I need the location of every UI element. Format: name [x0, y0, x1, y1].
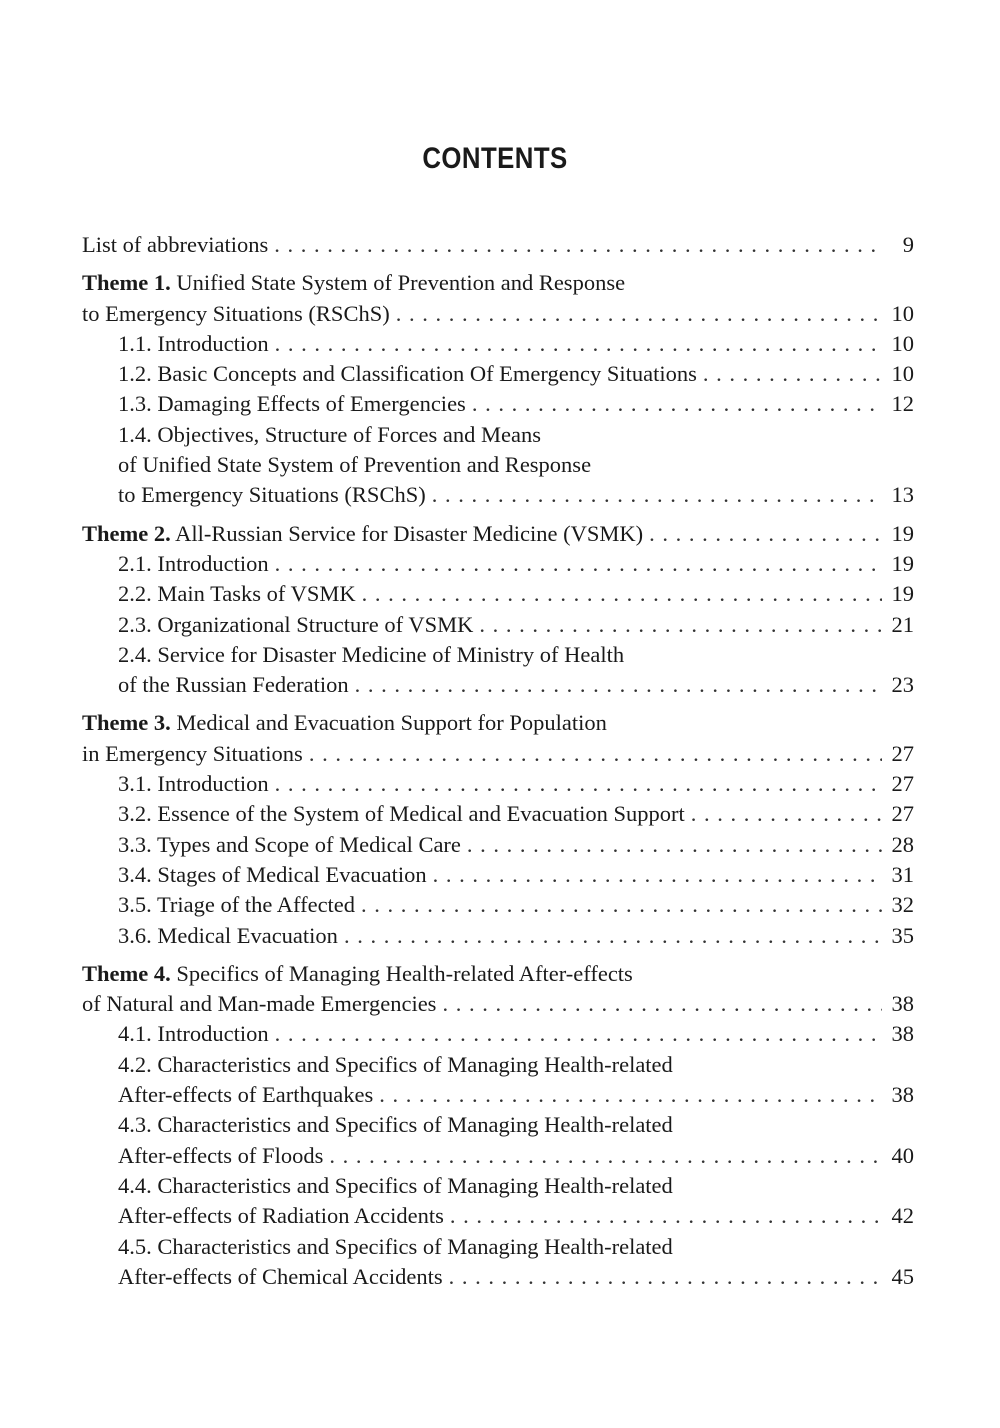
toc-entry-title: 4.1. Introduction [118, 1021, 269, 1047]
page-number: 40 [891, 1142, 914, 1168]
theme-title-continued: to Emergency Situations (RSChS) [82, 300, 390, 326]
toc-subentry [82, 769, 914, 799]
theme-title: All-Russian Service for Disaster Medicine (VSMK) [170, 520, 644, 546]
toc-entry-abbreviations [82, 230, 914, 260]
toc-theme-2 [82, 519, 914, 701]
toc-theme-3 [82, 708, 914, 950]
dot-leader [396, 299, 882, 329]
theme-title: Unified State System of Prevention and Response [170, 270, 626, 296]
toc-subentry [82, 799, 914, 829]
dot-leader [344, 921, 882, 951]
toc-subentry [82, 359, 914, 389]
toc-entry-title: 1.3. Damaging Effects of Emergencies [118, 391, 466, 417]
toc-subentry [82, 610, 914, 640]
toc-theme-heading [82, 268, 625, 298]
toc-subentry [82, 420, 914, 450]
toc-entry-title-continued: of the Russian Federation [118, 672, 349, 698]
toc-subentry [82, 670, 914, 700]
table-of-contents [82, 230, 914, 1300]
theme-label: Theme 2. [82, 520, 171, 546]
toc-subentry [82, 389, 914, 419]
theme-title-continued: in Emergency Situations [82, 740, 303, 766]
toc-subentry [82, 480, 914, 510]
toc-theme-heading [82, 708, 607, 738]
page-number: 45 [891, 1263, 914, 1289]
page-number: 12 [891, 391, 914, 417]
theme-label: Theme 3. [82, 710, 171, 736]
toc-entry-title: 3.5. Triage of the Affected [118, 892, 356, 918]
toc-line [82, 268, 914, 298]
toc-subentry [82, 549, 914, 579]
toc-entry-title: 4.2. Characteristics and Specifics of Managing Health-related [118, 1051, 673, 1077]
toc-entry-title: 4.4. Characteristics and Specifics of Managing Health-related [118, 1172, 673, 1198]
toc-subentry [82, 1080, 914, 1110]
toc-entry-title: 2.2. Main Tasks of VSMK [118, 581, 356, 607]
page-number: 19 [891, 550, 914, 576]
toc-subentry [82, 1232, 914, 1262]
toc-entry-title-continued: After-effects of Chemical Accidents [118, 1263, 443, 1289]
dot-leader [442, 989, 882, 1019]
dot-leader [467, 830, 882, 860]
page-number: 38 [891, 991, 914, 1017]
toc-subentry [82, 1110, 914, 1140]
page-number: 19 [891, 520, 914, 546]
dot-leader [479, 610, 882, 640]
toc-subentry [82, 579, 914, 609]
toc-entry-title: 4.3. Characteristics and Specifics of Managing Health-related [118, 1112, 673, 1138]
toc-line [82, 708, 914, 738]
dot-leader [362, 579, 882, 609]
toc-subentry [82, 640, 914, 670]
theme-label: Theme 4. [82, 960, 171, 986]
toc-entry-title: 2.3. Organizational Structure of VSMK [118, 611, 474, 637]
theme-title: Specifics of Managing Health-related After-effects [170, 960, 633, 986]
toc-subentry [82, 1141, 914, 1171]
toc-entry-title: 1.2. Basic Concepts and Classification Of Emergency Situations [118, 361, 697, 387]
theme-label: Theme 1. [82, 270, 171, 296]
toc-subentry [82, 1201, 914, 1231]
dot-leader [432, 480, 882, 510]
toc-entry-title: List of abbreviations [82, 232, 269, 257]
page-number: 19 [891, 581, 914, 607]
dot-leader [379, 1080, 882, 1110]
theme-title: Medical and Evacuation Support for Population [170, 710, 607, 736]
dot-leader [433, 860, 882, 890]
toc-entry-title: 1.1. Introduction [118, 330, 269, 356]
page-number: 13 [891, 482, 914, 508]
page-number: 27 [891, 771, 914, 797]
page-number: 31 [891, 861, 914, 887]
page-number: 10 [891, 300, 914, 326]
dot-leader [274, 230, 882, 260]
toc-entry-title: 4.5. Characteristics and Specifics of Managing Health-related [118, 1233, 673, 1259]
page-number: 27 [891, 740, 914, 766]
page-number: 23 [891, 672, 914, 698]
toc-subentry [82, 890, 914, 920]
page-number: 27 [891, 801, 914, 827]
toc-subentry [82, 921, 914, 951]
toc-entry-title: 3.4. Stages of Medical Evacuation [118, 861, 427, 887]
toc-entry-title-continued: of Unified State System of Prevention and Response [118, 452, 592, 478]
dot-leader [691, 799, 882, 829]
toc-entry-title-continued: After-effects of Radiation Accidents [118, 1203, 444, 1229]
toc-line [82, 989, 914, 1019]
toc-subentry [82, 1019, 914, 1049]
page-number: 9 [902, 232, 914, 257]
toc-theme-4 [82, 959, 914, 1292]
page-number: 35 [891, 922, 914, 948]
toc-subentry [82, 860, 914, 890]
toc-line [82, 739, 914, 769]
page-number: 32 [891, 892, 914, 918]
dot-leader [275, 1019, 882, 1049]
page-number: 28 [891, 831, 914, 857]
dot-leader [355, 670, 882, 700]
dot-leader [309, 739, 882, 769]
dot-leader [275, 769, 882, 799]
toc-entry-title: 3.2. Essence of the System of Medical and Evacuation Support [118, 801, 685, 827]
page-number: 38 [891, 1082, 914, 1108]
toc-subentry [82, 830, 914, 860]
toc-subentry [82, 1262, 914, 1292]
toc-entry-title: 3.3. Types and Scope of Medical Care [118, 831, 461, 857]
toc-entry-title: 2.4. Service for Disaster Medicine of Ministry of Health [118, 641, 625, 667]
toc-theme-heading [82, 519, 643, 549]
toc-entry-title: 1.4. Objectives, Structure of Forces and Means [118, 421, 542, 447]
toc-theme-heading [82, 959, 633, 989]
toc-subentry [82, 450, 914, 480]
toc-line [82, 959, 914, 989]
page-number: 10 [891, 361, 914, 387]
page-number: 10 [891, 330, 914, 356]
dot-leader [703, 359, 882, 389]
page-number: 42 [891, 1203, 914, 1229]
page-title: CONTENTS [422, 142, 568, 175]
dot-leader [329, 1141, 882, 1171]
toc-line [82, 299, 914, 329]
toc-line [82, 230, 914, 260]
dot-leader [472, 389, 882, 419]
page-number: 21 [891, 611, 914, 637]
toc-entry-title-continued: After-effects of Earthquakes [118, 1082, 374, 1108]
dot-leader [275, 329, 882, 359]
theme-title-continued: of Natural and Man-made Emergencies [82, 991, 437, 1017]
dot-leader [275, 549, 882, 579]
toc-entry-title: 3.1. Introduction [118, 771, 269, 797]
toc-line [82, 519, 914, 549]
dot-leader [649, 519, 882, 549]
toc-subentry [82, 1171, 914, 1201]
dot-leader [449, 1262, 882, 1292]
toc-entry-title: 3.6. Medical Evacuation [118, 922, 338, 948]
toc-entry-title-continued: After-effects of Floods [118, 1142, 324, 1168]
toc-subentry [82, 329, 914, 359]
toc-subentry [82, 1050, 914, 1080]
dot-leader [450, 1201, 882, 1231]
toc-entry-title-continued: to Emergency Situations (RSChS) [118, 482, 426, 508]
page-number: 38 [891, 1021, 914, 1047]
dot-leader [361, 890, 882, 920]
toc-theme-1 [82, 268, 914, 510]
toc-entry-title: 2.1. Introduction [118, 550, 269, 576]
